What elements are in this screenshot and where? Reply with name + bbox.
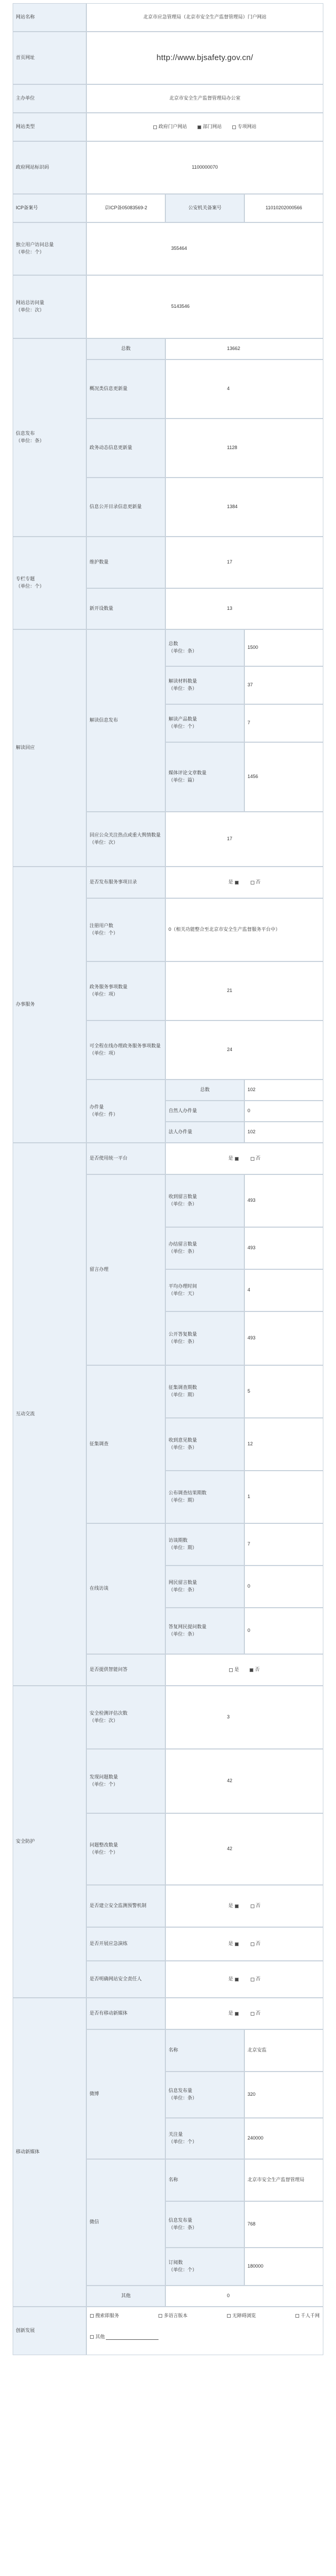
mail-row-label — [165, 1174, 244, 1227]
weibo-posts-value: 320 — [244, 2072, 323, 2118]
columns-label-text: 专栏专题 — [16, 576, 35, 582]
innovation-option[interactable] — [159, 2312, 187, 2320]
interpret-sub-label: 解读信息发布 — [86, 629, 165, 812]
online-row-value: 7 — [244, 1523, 323, 1566]
weibo-fans-unit: （单位：个） — [169, 2139, 197, 2144]
security-found-text: 发现问题数量 — [90, 1774, 118, 1780]
columns-new-value: 13 — [165, 588, 323, 629]
service-online-label: 可全程在线办理政务服务事项数量（单位：项） — [86, 1020, 165, 1080]
icp-value: 京ICP备05083569-2 — [86, 194, 165, 222]
security-responsible-options — [165, 1961, 323, 1998]
mobile-has-options — [165, 1998, 323, 2029]
online-row-label — [165, 1523, 244, 1566]
security-found-value: 42 — [165, 1749, 323, 1813]
option-label: 专项网站 — [238, 124, 257, 130]
online-row-text: 访谈期数 — [169, 1538, 188, 1543]
pv-unit: （单位：次） — [16, 307, 45, 313]
online-row-label — [165, 1608, 244, 1654]
option-label: 否 — [255, 1976, 261, 1982]
security-found-unit: （单位：个） — [90, 1782, 118, 1787]
security-test-value: 3 — [165, 1686, 323, 1749]
checkbox-checked-icon — [197, 125, 201, 129]
survey-row-label — [165, 1418, 244, 1471]
interaction-unified-yes[interactable] — [228, 1155, 240, 1162]
wechat-posts-unit: （单位：条） — [169, 2225, 197, 2230]
mail-row-unit: （单位：条） — [169, 1339, 197, 1344]
checkbox-checked-icon — [235, 1942, 239, 1946]
mail-row-label — [165, 1227, 244, 1269]
checkbox-icon — [251, 881, 254, 884]
online-row-unit: （单位：条） — [169, 1631, 197, 1637]
security-fixed-unit: （单位：个） — [90, 1850, 118, 1855]
weibo-posts-label — [165, 2072, 244, 2118]
site-name-label: 网站名称 — [13, 3, 86, 32]
weibo-posts-unit: （单位：条） — [169, 2095, 197, 2101]
mail-row-value: 493 — [244, 1311, 323, 1365]
checkbox-icon — [227, 2314, 231, 2318]
survey-row-text: 收到意见数量 — [169, 1437, 197, 1443]
mobile-has-no[interactable] — [251, 2010, 261, 2017]
interpret-row-unit: （单位：篇） — [169, 777, 197, 783]
security-emergency-options — [165, 1927, 323, 1961]
wechat-fans-label — [165, 2248, 244, 2286]
other-text-line[interactable] — [106, 2335, 159, 2340]
info-row-label: 概况类信息更新量 — [86, 359, 165, 419]
wechat-label: 微信 — [86, 2159, 165, 2286]
service-handled-row-value: 102 — [244, 1122, 323, 1143]
security-found-label — [86, 1749, 165, 1813]
service-items-value: 21 — [165, 961, 323, 1020]
site-type-option[interactable] — [197, 123, 222, 131]
info-total-value: 13662 — [165, 338, 323, 359]
site-type-option[interactable] — [232, 123, 256, 131]
service-handled-row-label: 法人办件量 — [165, 1122, 244, 1143]
interpret-row-text: 解读产品数量 — [169, 716, 197, 722]
wechat-posts-value: 768 — [244, 2201, 323, 2248]
service-registered-unit: （单位：个） — [90, 930, 118, 936]
mail-row-value: 493 — [244, 1174, 323, 1227]
service-online-value: 24 — [165, 1020, 323, 1080]
security-responsible-label: 是否明确网站安全责任人 — [86, 1961, 165, 1998]
option-label: 否 — [255, 1667, 260, 1673]
wechat-name-value: 北京市安全生产监督管理局 — [244, 2159, 323, 2201]
interpret-row-unit: （单位：条） — [169, 686, 197, 691]
uv-unit: （单位：个） — [16, 249, 45, 255]
option-label: 否 — [255, 2010, 261, 2016]
checkbox-icon — [90, 2335, 94, 2339]
interpret-total-text: 总数 — [169, 641, 179, 647]
uv-label — [13, 222, 86, 275]
interaction-smart-options — [165, 1654, 323, 1686]
option-label: 是 — [228, 1903, 233, 1909]
mail-row-text: 平均办理时间 — [169, 1284, 197, 1289]
service-handled-row-value: 0 — [244, 1101, 323, 1122]
interaction-unified-options — [165, 1143, 323, 1174]
mobile-has-yes[interactable] — [228, 2010, 240, 2017]
wechat-posts-label — [165, 2201, 244, 2248]
interpret-row-value: 37 — [244, 666, 323, 704]
service-items-text: 政务服务事项数量 — [90, 984, 128, 990]
option-label: 否 — [255, 1903, 261, 1909]
security-test-unit: （单位：次） — [90, 1718, 118, 1723]
weibo-name-value: 北京安监 — [244, 2029, 323, 2072]
option-label: 否 — [255, 879, 261, 885]
option-label: 搜索即服务 — [95, 2313, 120, 2318]
site-type-label: 网站类型 — [13, 113, 86, 141]
interpret-row-unit: （单位：个） — [169, 724, 197, 729]
interaction-smart-label: 是否提供智能问答 — [86, 1654, 165, 1686]
service-platform-options — [165, 867, 323, 898]
org-value: 北京市安全生产监督管理局办公室 — [86, 84, 323, 113]
option-label: 否 — [255, 1155, 261, 1161]
wechat-fans-value: 180000 — [244, 2248, 323, 2286]
service-registered-value: 0（相关功能整合至北京市安全生产监督服务平台中） — [165, 898, 323, 961]
mail-row-unit: （单位：天） — [169, 1291, 197, 1296]
interpret-total-unit: （单位：条） — [169, 648, 197, 654]
mobile-other-value: 0 — [165, 2286, 323, 2307]
mail-row-unit: （单位：条） — [169, 1201, 197, 1207]
checkbox-checked-icon — [235, 1157, 239, 1161]
mobile-label: 移动新媒体 — [13, 1998, 86, 2307]
interpret-respond-label: 回应公众关注热点或重大舆情数量（单位：次） — [86, 812, 165, 867]
interaction-label: 互动交流 — [13, 1143, 86, 1686]
innovation-option-row — [90, 2312, 320, 2320]
service-handled-text: 办件量 — [90, 1104, 104, 1110]
security-test-text: 安全检测评估次数 — [90, 1710, 128, 1716]
info-unit: （单位：条） — [16, 438, 45, 443]
innovation-option[interactable] — [295, 2312, 320, 2320]
interaction-unified-no[interactable] — [251, 1155, 261, 1162]
weibo-posts-text: 信息发布量 — [169, 2088, 193, 2094]
mail-row-label — [165, 1269, 244, 1311]
option-label: 是 — [228, 879, 233, 885]
security-label: 安全防护 — [13, 1686, 86, 1998]
wechat-posts-text: 信息发布量 — [169, 2218, 193, 2223]
site-code-value: 1100000070 — [86, 141, 323, 194]
checkbox-checked-icon — [235, 1978, 239, 1981]
interaction-mail-label: 留言办理 — [86, 1174, 165, 1365]
mail-row-unit: （单位：条） — [169, 1249, 197, 1254]
service-handled-row-label: 自然人办件量 — [165, 1101, 244, 1122]
mobile-other-label: 其他 — [86, 2286, 165, 2307]
weibo-fans-label — [165, 2118, 244, 2159]
weibo-fans-value: 240000 — [244, 2118, 323, 2159]
checkbox-icon — [251, 2012, 254, 2016]
service-label: 办事服务 — [13, 867, 86, 1143]
interpret-row-label — [165, 742, 244, 812]
interpret-row-text: 媒体评论文章数量 — [169, 770, 207, 776]
service-handled-total-value: 102 — [244, 1080, 323, 1101]
weibo-fans-text: 关注量 — [169, 2132, 183, 2137]
security-fixed-label — [86, 1813, 165, 1885]
weibo-label: 微博 — [86, 2029, 165, 2159]
security-monitor-yes[interactable] — [228, 1902, 240, 1910]
option-label: 千人千网 — [300, 2313, 320, 2318]
option-label: 是 — [228, 1155, 233, 1161]
police-label: 公安机关备案号 — [165, 194, 244, 222]
info-row-label: 政务动态信息更新量 — [86, 419, 165, 478]
site-name-value: 北京市应急管理局（北京市安全生产监督管理局）门户网站 — [86, 3, 323, 32]
interaction-survey-label: 征集调查 — [86, 1365, 165, 1523]
checkbox-icon — [251, 1978, 254, 1981]
security-monitor-label: 是否建立安全监测预警机制 — [86, 1885, 165, 1927]
service-platform-yes[interactable] — [228, 879, 240, 886]
survey-row-value: 12 — [244, 1418, 323, 1471]
online-row-value: 0 — [244, 1566, 323, 1608]
security-monitor-options — [165, 1885, 323, 1927]
pv-value: 5143546 — [86, 275, 323, 338]
online-row-label — [165, 1566, 244, 1608]
option-label: 政府门户网站 — [158, 124, 187, 130]
police-value: 11010202000566 — [244, 194, 323, 222]
checkbox-checked-icon — [235, 1904, 239, 1908]
mail-row-text: 公开答复数量 — [169, 1331, 197, 1337]
columns-maintain-value: 17 — [165, 537, 323, 588]
wechat-name-label: 名称 — [165, 2159, 244, 2201]
security-emergency-no[interactable] — [251, 1940, 261, 1948]
info-row-value: 1128 — [165, 419, 323, 478]
mail-row-text: 收到留言数量 — [169, 1194, 197, 1200]
site-type-option[interactable] — [153, 123, 187, 131]
mail-row-value: 4 — [244, 1269, 323, 1311]
security-emergency-yes[interactable] — [228, 1940, 240, 1948]
uv-label-text: 独立用户访问总量 — [16, 242, 54, 248]
service-items-unit: （单位：项） — [90, 991, 118, 997]
checkbox-checked-icon — [235, 2012, 239, 2016]
interaction-unified-label: 是否使用统一平台 — [86, 1143, 165, 1174]
checkbox-icon — [159, 2314, 162, 2318]
option-label: 无障碍浏览 — [232, 2313, 256, 2318]
pv-label — [13, 275, 86, 338]
interpret-total-label — [165, 629, 244, 666]
interaction-online-label: 在线访谈 — [86, 1523, 165, 1654]
pv-label-text: 网站总访问量 — [16, 300, 45, 306]
interpret-row-value: 7 — [244, 704, 323, 742]
checkbox-icon — [295, 2314, 299, 2318]
service-registered-label — [86, 898, 165, 961]
option-label: 其他 — [95, 2334, 105, 2339]
innovation-other-option[interactable] — [90, 2334, 159, 2341]
online-row-text: 网民留言数量 — [169, 1580, 197, 1586]
service-handled-unit: （单位：件） — [90, 1112, 118, 1117]
option-label: 是 — [228, 1941, 233, 1947]
interaction-smart-yes[interactable] — [229, 1666, 239, 1674]
checkbox-icon — [90, 2314, 94, 2318]
security-fixed-text: 问题整改数量 — [90, 1842, 118, 1848]
info-row-label: 信息公开目录信息更新量 — [86, 478, 165, 537]
checkbox-icon — [251, 1157, 254, 1161]
home-url-label: 首页网址 — [13, 32, 86, 84]
interpret-row-value: 1456 — [244, 742, 323, 812]
security-responsible-yes[interactable] — [228, 1976, 240, 1983]
security-test-label — [86, 1686, 165, 1749]
columns-maintain-label: 维护数量 — [86, 537, 165, 588]
survey-row-value: 1 — [244, 1471, 323, 1523]
survey-row-label — [165, 1365, 244, 1418]
info-label — [13, 338, 86, 537]
home-url-link[interactable]: http://www.bjsafety.gov.cn/ — [86, 32, 323, 84]
service-platform-no[interactable] — [251, 879, 261, 886]
checkbox-checked-icon — [250, 1668, 253, 1672]
wechat-fans-unit: （单位：个） — [169, 2267, 197, 2272]
survey-row-value: 5 — [244, 1365, 323, 1418]
online-row-text: 答复网民提问数量 — [169, 1624, 207, 1630]
columns-unit: （单位：个） — [16, 584, 45, 589]
option-label: 多语言版本 — [163, 2313, 187, 2318]
service-items-label — [86, 961, 165, 1020]
security-responsible-no[interactable] — [251, 1976, 261, 1983]
survey-row-unit: （单位：条） — [169, 1445, 197, 1450]
interpret-label: 解读回应 — [13, 629, 86, 867]
service-handled-total-label: 总数 — [165, 1080, 244, 1101]
mobile-has-label: 是否有移动新媒体 — [86, 1998, 165, 2029]
online-row-value: 0 — [244, 1608, 323, 1654]
columns-new-label: 新开设数量 — [86, 588, 165, 629]
innovation-option[interactable] — [90, 2312, 119, 2320]
online-row-unit: （单位：条） — [169, 1587, 197, 1592]
checkbox-icon — [251, 1942, 254, 1946]
option-label: 是 — [228, 2010, 233, 2016]
innovation-option[interactable] — [227, 2312, 256, 2320]
security-monitor-no[interactable] — [251, 1902, 261, 1910]
security-fixed-value: 42 — [165, 1813, 323, 1885]
checkbox-icon — [251, 1904, 254, 1908]
survey-row-text: 公布调查结果期数 — [169, 1490, 207, 1496]
uv-value: 355464 — [86, 222, 323, 275]
org-label: 主办单位 — [13, 84, 86, 113]
wechat-fans-text: 订阅数 — [169, 2260, 183, 2266]
survey-row-text: 征集调查期数 — [169, 1385, 197, 1391]
survey-row-label — [165, 1471, 244, 1523]
info-row-value: 4 — [165, 359, 323, 419]
columns-label — [13, 537, 86, 629]
interpret-row-label — [165, 704, 244, 742]
interpret-row-label — [165, 666, 244, 704]
survey-row-unit: （单位：期） — [169, 1498, 197, 1503]
mail-row-label — [165, 1311, 244, 1365]
info-row-value: 1384 — [165, 478, 323, 537]
option-label: 是 — [234, 1667, 239, 1673]
service-handled-label — [86, 1080, 165, 1143]
weibo-name-label: 名称 — [165, 2029, 244, 2072]
survey-row-unit: （单位：期） — [169, 1392, 197, 1397]
checkbox-icon — [153, 125, 157, 129]
option-label: 是 — [228, 1976, 233, 1982]
mail-row-text: 办结留言数量 — [169, 1241, 197, 1247]
interaction-smart-no[interactable] — [250, 1666, 260, 1674]
service-platform-label: 是否发布服务事项目录 — [86, 867, 165, 898]
mail-row-value: 493 — [244, 1227, 323, 1269]
site-type-options — [86, 113, 323, 141]
option-label: 否 — [255, 1941, 261, 1947]
innovation-label: 创新发展 — [13, 2307, 86, 2355]
checkbox-icon — [232, 125, 236, 129]
checkbox-checked-icon — [235, 881, 239, 884]
info-total-label: 总数 — [86, 338, 165, 359]
service-registered-text: 注册用户数 — [90, 923, 114, 929]
innovation-other-row — [90, 2334, 320, 2341]
interpret-respond-value: 17 — [165, 812, 323, 867]
online-row-unit: （单位：期） — [169, 1545, 197, 1550]
innovation-options — [86, 2307, 323, 2355]
info-label-text: 信息发布 — [16, 431, 35, 436]
interpret-total-value: 1500 — [244, 629, 323, 666]
interpret-row-text: 解读材料数量 — [169, 678, 197, 684]
security-emergency-label: 是否开展应急演练 — [86, 1927, 165, 1961]
site-code-label: 政府网站标识码 — [13, 141, 86, 194]
checkbox-icon — [229, 1668, 233, 1672]
option-label: 部门网站 — [202, 124, 222, 130]
icp-label: ICP备案号 — [13, 194, 86, 222]
